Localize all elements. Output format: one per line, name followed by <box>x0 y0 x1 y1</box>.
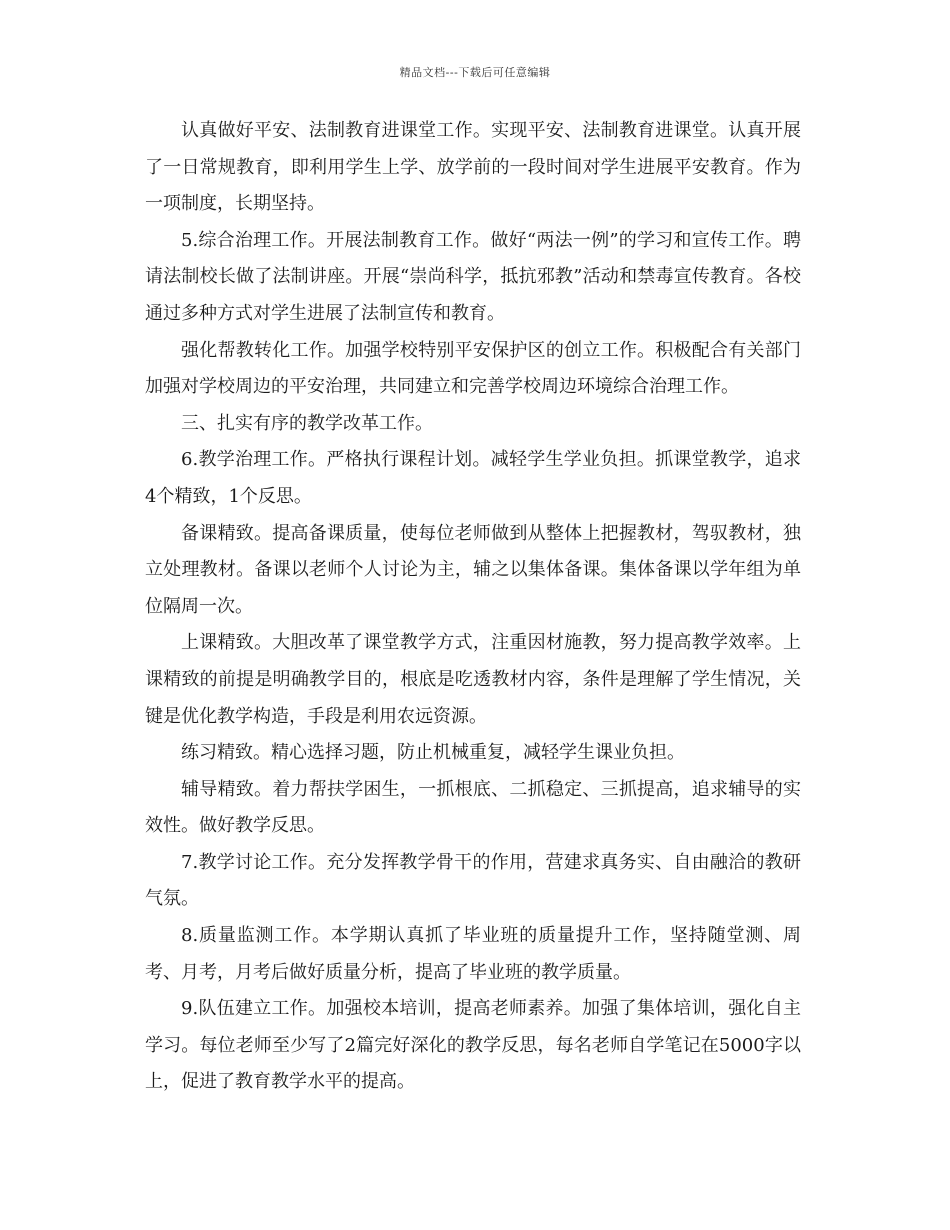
paragraph-tutoring: 辅导精致。着力帮扶学困生，一抓根底、二抓稳定、三抓提高，追求辅导的实效性。做好教学反思。 <box>145 778 801 837</box>
section-heading-teaching-reform: 三、扎实有序的教学改革工作。 <box>181 412 433 434</box>
paragraph-comprehensive-governance: 5.综合治理工作。开展法制教育工作。做好“两法一例”的学习和宣传工作。聘请法制校长做了法制讲座。开展“崇尚科学，抵抗邪教”活动和禁毒宣传教育。各校通过多种方式对学生进展了法制宣传和教育。 <box>145 229 801 324</box>
paragraph-teaching-management: 6.教学治理工作。严格执行课程计划。减轻学生学业负担。抓课堂教学，追求4个精致，1个反思。 <box>145 449 801 507</box>
paragraph-safety-education: 认真做好平安、法制教育进课堂工作。实现平安、法制教育进课堂。认真开展了一日常规教育，即利用学生上学、放学前的一段时间对学生进展平安教育。作为一项制度，长期坚持。 <box>145 120 801 215</box>
page-header-watermark: 精品文档---下载后可任意编辑 <box>399 66 551 79</box>
paragraph-team-building: 9.队伍建立工作。加强校本培训，提高老师素养。加强了集体培训，强化自主学习。每位老师至少写了2篇完好深化的教学反思，每名老师自学笔记在5000字以上，促进了教育教学水平的提高。 <box>145 998 801 1093</box>
paragraph-exercises: 练习精致。精心选择习题，防止机械重复，减轻学生课业负担。 <box>181 742 685 764</box>
paragraph-assistance-transformation: 强化帮教转化工作。加强学校特别平安保护区的创立工作。积极配合有关部门加强对学校周边的平安治理，共同建立和完善学校周边环境综合治理工作。 <box>145 339 801 398</box>
paragraph-lesson-preparation: 备课精致。提高备课质量，使每位老师做到从整体上把握教材，驾驭教材，独立处理教材。备课以老师个人讨论为主，辅之以集体备课。集体备课以学年组为单位隔周一次。 <box>145 522 801 617</box>
paragraph-classroom-teaching: 上课精致。大胆改革了课堂教学方式，注重因材施教，努力提高教学效率。上课精致的前提是明确教学目的，根底是吃透教材内容，条件是理解了学生情况，关键是优化教学构造，手段是利用农远资源。 <box>145 632 801 727</box>
document-body <box>145 113 801 1101</box>
paragraph-quality-monitoring: 8.质量监测工作。本学期认真抓了毕业班的质量提升工作，坚持随堂测、周考、月考，月考后做好质量分析，提高了毕业班的教学质量。 <box>145 925 801 983</box>
paragraph-teaching-research: 7.教学讨论工作。充分发挥教学骨干的作用，营建求真务实、自由融洽的教研气氛。 <box>145 851 801 910</box>
